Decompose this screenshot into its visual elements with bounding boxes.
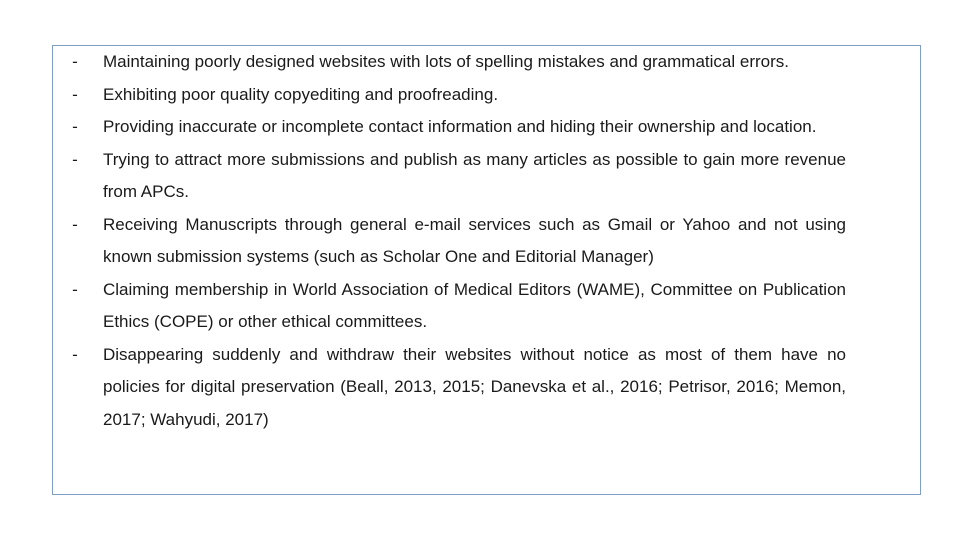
dash-bullet: - bbox=[72, 117, 78, 136]
list-item-text: Exhibiting poor quality copyediting and proofreading. bbox=[103, 84, 499, 104]
dash-bullet: - bbox=[72, 52, 78, 71]
list-item-text: Disappearing suddenly and withdraw their websites without notice as most of them have no policies for digital preservation (Beall, 2013, 2015; Danevska et al., 2016; Petrisor, 2016; Memon, 2017; Wahyudi, 2017) bbox=[103, 344, 846, 429]
list-item-text: Trying to attract more submissions and publish as many articles as possible to gain more revenue from APCs. bbox=[103, 149, 846, 201]
list-item bbox=[53, 144, 920, 209]
list-item bbox=[53, 209, 920, 274]
list-item bbox=[53, 111, 920, 144]
list-item-text: Maintaining poorly designed websites with lots of spelling mistakes and grammatical errors. bbox=[103, 52, 789, 71]
list-item bbox=[53, 339, 920, 437]
list-item bbox=[53, 79, 920, 112]
list-item-text: Receiving Manuscripts through general e-mail services such as Gmail or Yahoo and not using known submission systems (such as Scholar One and Editorial Manager) bbox=[103, 214, 846, 266]
list-item bbox=[53, 46, 920, 79]
dash-bullet: - bbox=[72, 84, 78, 104]
dash-bullet: - bbox=[72, 214, 78, 234]
content-box bbox=[52, 45, 921, 495]
dash-bullet: - bbox=[72, 149, 78, 169]
list-item bbox=[53, 274, 920, 339]
list-item-text: Providing inaccurate or incomplete contact information and hiding their ownership and location. bbox=[103, 117, 817, 136]
dash-bullet: - bbox=[72, 279, 78, 299]
bullet-list bbox=[53, 46, 920, 436]
list-item-text: Claiming membership in World Association of Medical Editors (WAME), Committee on Publication Ethics (COPE) or other ethical committees. bbox=[103, 279, 846, 331]
dash-bullet: - bbox=[72, 344, 78, 364]
